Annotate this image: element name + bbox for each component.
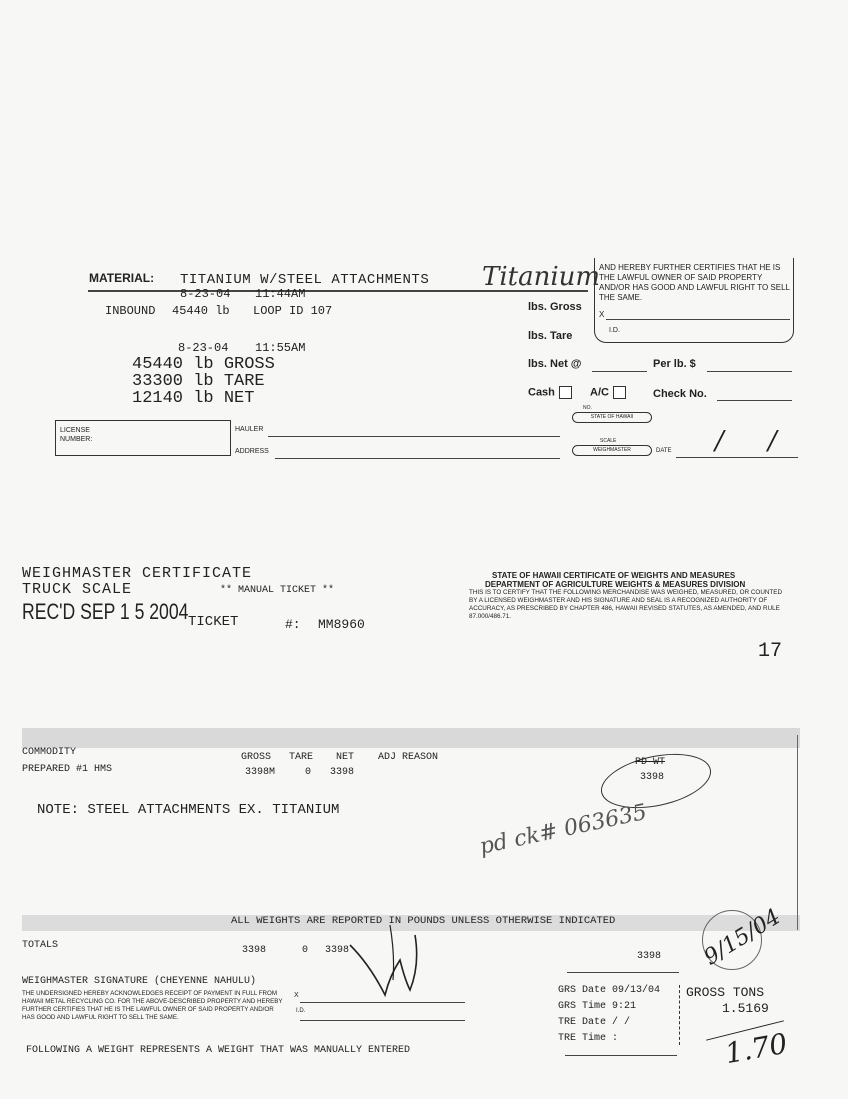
manual-ticket: ** MANUAL TICKET ** [220, 585, 335, 596]
certificate-title: WEIGHMASTER CERTIFICATE [22, 565, 253, 582]
total-gross: 3398 [242, 945, 267, 956]
cash-checkbox[interactable] [559, 386, 572, 399]
handwritten-material: Titanium [482, 262, 601, 292]
hauler-label: HAULER [235, 426, 264, 433]
gross-line: 45440 lb GROSS [132, 355, 275, 374]
owner-id-label: I.D. [609, 327, 620, 334]
grs-date: GRS Date 09/13/04 [558, 985, 661, 996]
seal-state: STATE OF HAWAII [572, 412, 652, 423]
handwritten-date-slashes: / / [715, 426, 795, 456]
ac-label: A/C [590, 386, 609, 399]
right-border [797, 735, 798, 930]
ticket-hash: #: [285, 617, 301, 632]
certify-text: THIS IS TO CERTIFY THAT THE FOLLOWING MERCHANDISE WAS WEIGHED, MEASURED, OR COUNTED BY A LICENSED WEIGHMASTER AND HIS SIGNATURE AND SEAL IS A RECOGNIZED AUTHORITY OF ACCURACY, AS PRESCRIBED BY CHAPTER 486, HAWAII REVISED STATUTES, AS AMENDED, AND RULE 87.000/486.71. [469, 589, 783, 620]
net-rate-line [592, 371, 647, 372]
license-label: LICENSE NUMBER: [60, 427, 93, 443]
lbs-net-label: lbs. Net @ [528, 358, 582, 370]
address-label: ADDRESS [235, 448, 269, 455]
out-date: 8-23-04 [178, 341, 229, 355]
inbound-time: 11:44AM [255, 287, 306, 301]
manual-weight-note: FOLLOWING A WEIGHT REPRESENTS A WEIGHT THAT WAS MANUALLY ENTERED [26, 1045, 411, 1056]
check-no-label: Check No. [653, 388, 707, 400]
ac-option[interactable] [590, 386, 630, 399]
ack-id-label: I.D. [296, 1008, 306, 1014]
gross-value: 3398M [245, 767, 276, 778]
material-label: MATERIAL: [89, 271, 155, 285]
seal-no: NO. [583, 405, 592, 411]
totals-rule [567, 972, 679, 973]
per-lb-line [707, 371, 792, 372]
ack-id-line [300, 1020, 465, 1021]
page-number: 17 [758, 640, 783, 663]
pd-wt-label: PD WT [635, 757, 666, 768]
weighmaster-signature-icon [345, 925, 435, 1000]
received-stamp: REC'D SEP 1 5 2004 [22, 599, 189, 624]
owner-sign-line [606, 319, 790, 320]
total-tare: 0 [302, 945, 309, 956]
net-line: 12140 lb NET [132, 389, 255, 408]
ticket-label: TICKET [188, 614, 239, 630]
tre-date: TRE Date / / [558, 1017, 631, 1028]
commodity-label: COMMODITY [22, 747, 77, 758]
commodity-value: PREPARED #1 HMS [22, 764, 113, 775]
seal-weighmaster: WEIGHMASTER [572, 445, 652, 456]
cash-option[interactable] [528, 386, 576, 399]
inbound-weight: 45440 lb [172, 304, 230, 318]
lbs-tare-label: lbs. Tare [528, 330, 573, 342]
department: DEPARTMENT OF AGRICULTURE WEIGHTS & MEASURES DIVISION [485, 580, 746, 589]
state-title: STATE OF HAWAII CERTIFICATE OF WEIGHTS AND MEASURES [492, 571, 736, 580]
signature-label: WEIGHMASTER SIGNATURE (CHEYENNE NAHULU) [22, 976, 257, 987]
material-value: TITANIUM W/STEEL ATTACHMENTS [180, 272, 430, 288]
tare-value: 0 [305, 767, 312, 778]
gross-tons-value: 1.5169 [722, 1001, 769, 1016]
ack-sign-line [300, 1002, 465, 1003]
gross-tons-label: GROSS TONS [686, 985, 765, 1000]
total-net: 3398 [325, 945, 350, 956]
col-gross: GROSS [241, 752, 272, 763]
grs-divider [679, 985, 681, 1045]
col-net: NET [336, 752, 355, 763]
date-label: DATE [656, 448, 672, 454]
tare-line: 33300 lb TARE [132, 372, 265, 391]
inbound-label: INBOUND [105, 304, 156, 318]
date-line [676, 457, 798, 458]
check-no-line [717, 400, 792, 401]
hauler-line [268, 436, 560, 437]
col-adj: ADJ REASON [378, 752, 439, 763]
total-pd: 3398 [637, 951, 662, 962]
ac-checkbox[interactable] [613, 386, 626, 399]
col-tare: TARE [289, 752, 314, 763]
scale-type: TRUCK SCALE [22, 581, 133, 598]
note: NOTE: STEEL ATTACHMENTS EX. TITANIUM [37, 802, 340, 818]
grs-time: GRS Time 9:21 [558, 1001, 637, 1012]
all-weights-note: ALL WEIGHTS ARE REPORTED IN POUNDS UNLESS OTHERWISE INDICATED [231, 915, 616, 927]
loop-id: LOOP ID 107 [253, 304, 333, 318]
handwritten-stamp-date: 9/15/04 [699, 904, 785, 971]
owner-x-mark: X [599, 310, 605, 319]
ticket-number: MM8960 [318, 617, 365, 632]
header-band [22, 728, 800, 748]
lbs-gross-label: lbs. Gross [528, 301, 582, 313]
inbound-date: 8-23-04 [180, 287, 231, 301]
out-time: 11:55AM [255, 341, 306, 355]
handwritten-check-ref: pd ck# 063635 [477, 799, 650, 860]
per-lb-label: Per lb. $ [653, 358, 696, 370]
tre-time: TRE Time : [558, 1033, 619, 1044]
cash-label: Cash [528, 386, 555, 399]
ack-x-mark: X [294, 992, 299, 999]
totals-label: TOTALS [22, 940, 59, 951]
seal-scale: SCALE [600, 438, 617, 444]
address-line [275, 458, 560, 459]
grs-bottom-rule [565, 1055, 677, 1056]
handwritten-tons: 1.70 [722, 1026, 790, 1071]
net-value: 3398 [330, 767, 355, 778]
owner-cert-text: AND HEREBY FURTHER CERTIFIES THAT HE IS THE LAWFUL OWNER OF SAID PROPERTY AND/OR HAS GOOD AND LAWFUL RIGHT TO SELL THE SAME. [599, 263, 790, 302]
acknowledgement-text: THE UNDERSIGNED HEREBY ACKNOWLEDGES RECEIPT OF PAYMENT IN FULL FROM HAWAII METAL RECYCLING CO. FOR THE ABOVE-DESCRIBED PROPERTY AND HEREBY FURTHER CERTIFIES THAT HE IS THE LAWFUL OWNER OF SAID PROPERTY AND/OR HAS GOOD AND LAWFUL RIGHT TO SELL THE SAME. [22, 990, 283, 1021]
pd-wt-value: 3398 [640, 772, 665, 783]
